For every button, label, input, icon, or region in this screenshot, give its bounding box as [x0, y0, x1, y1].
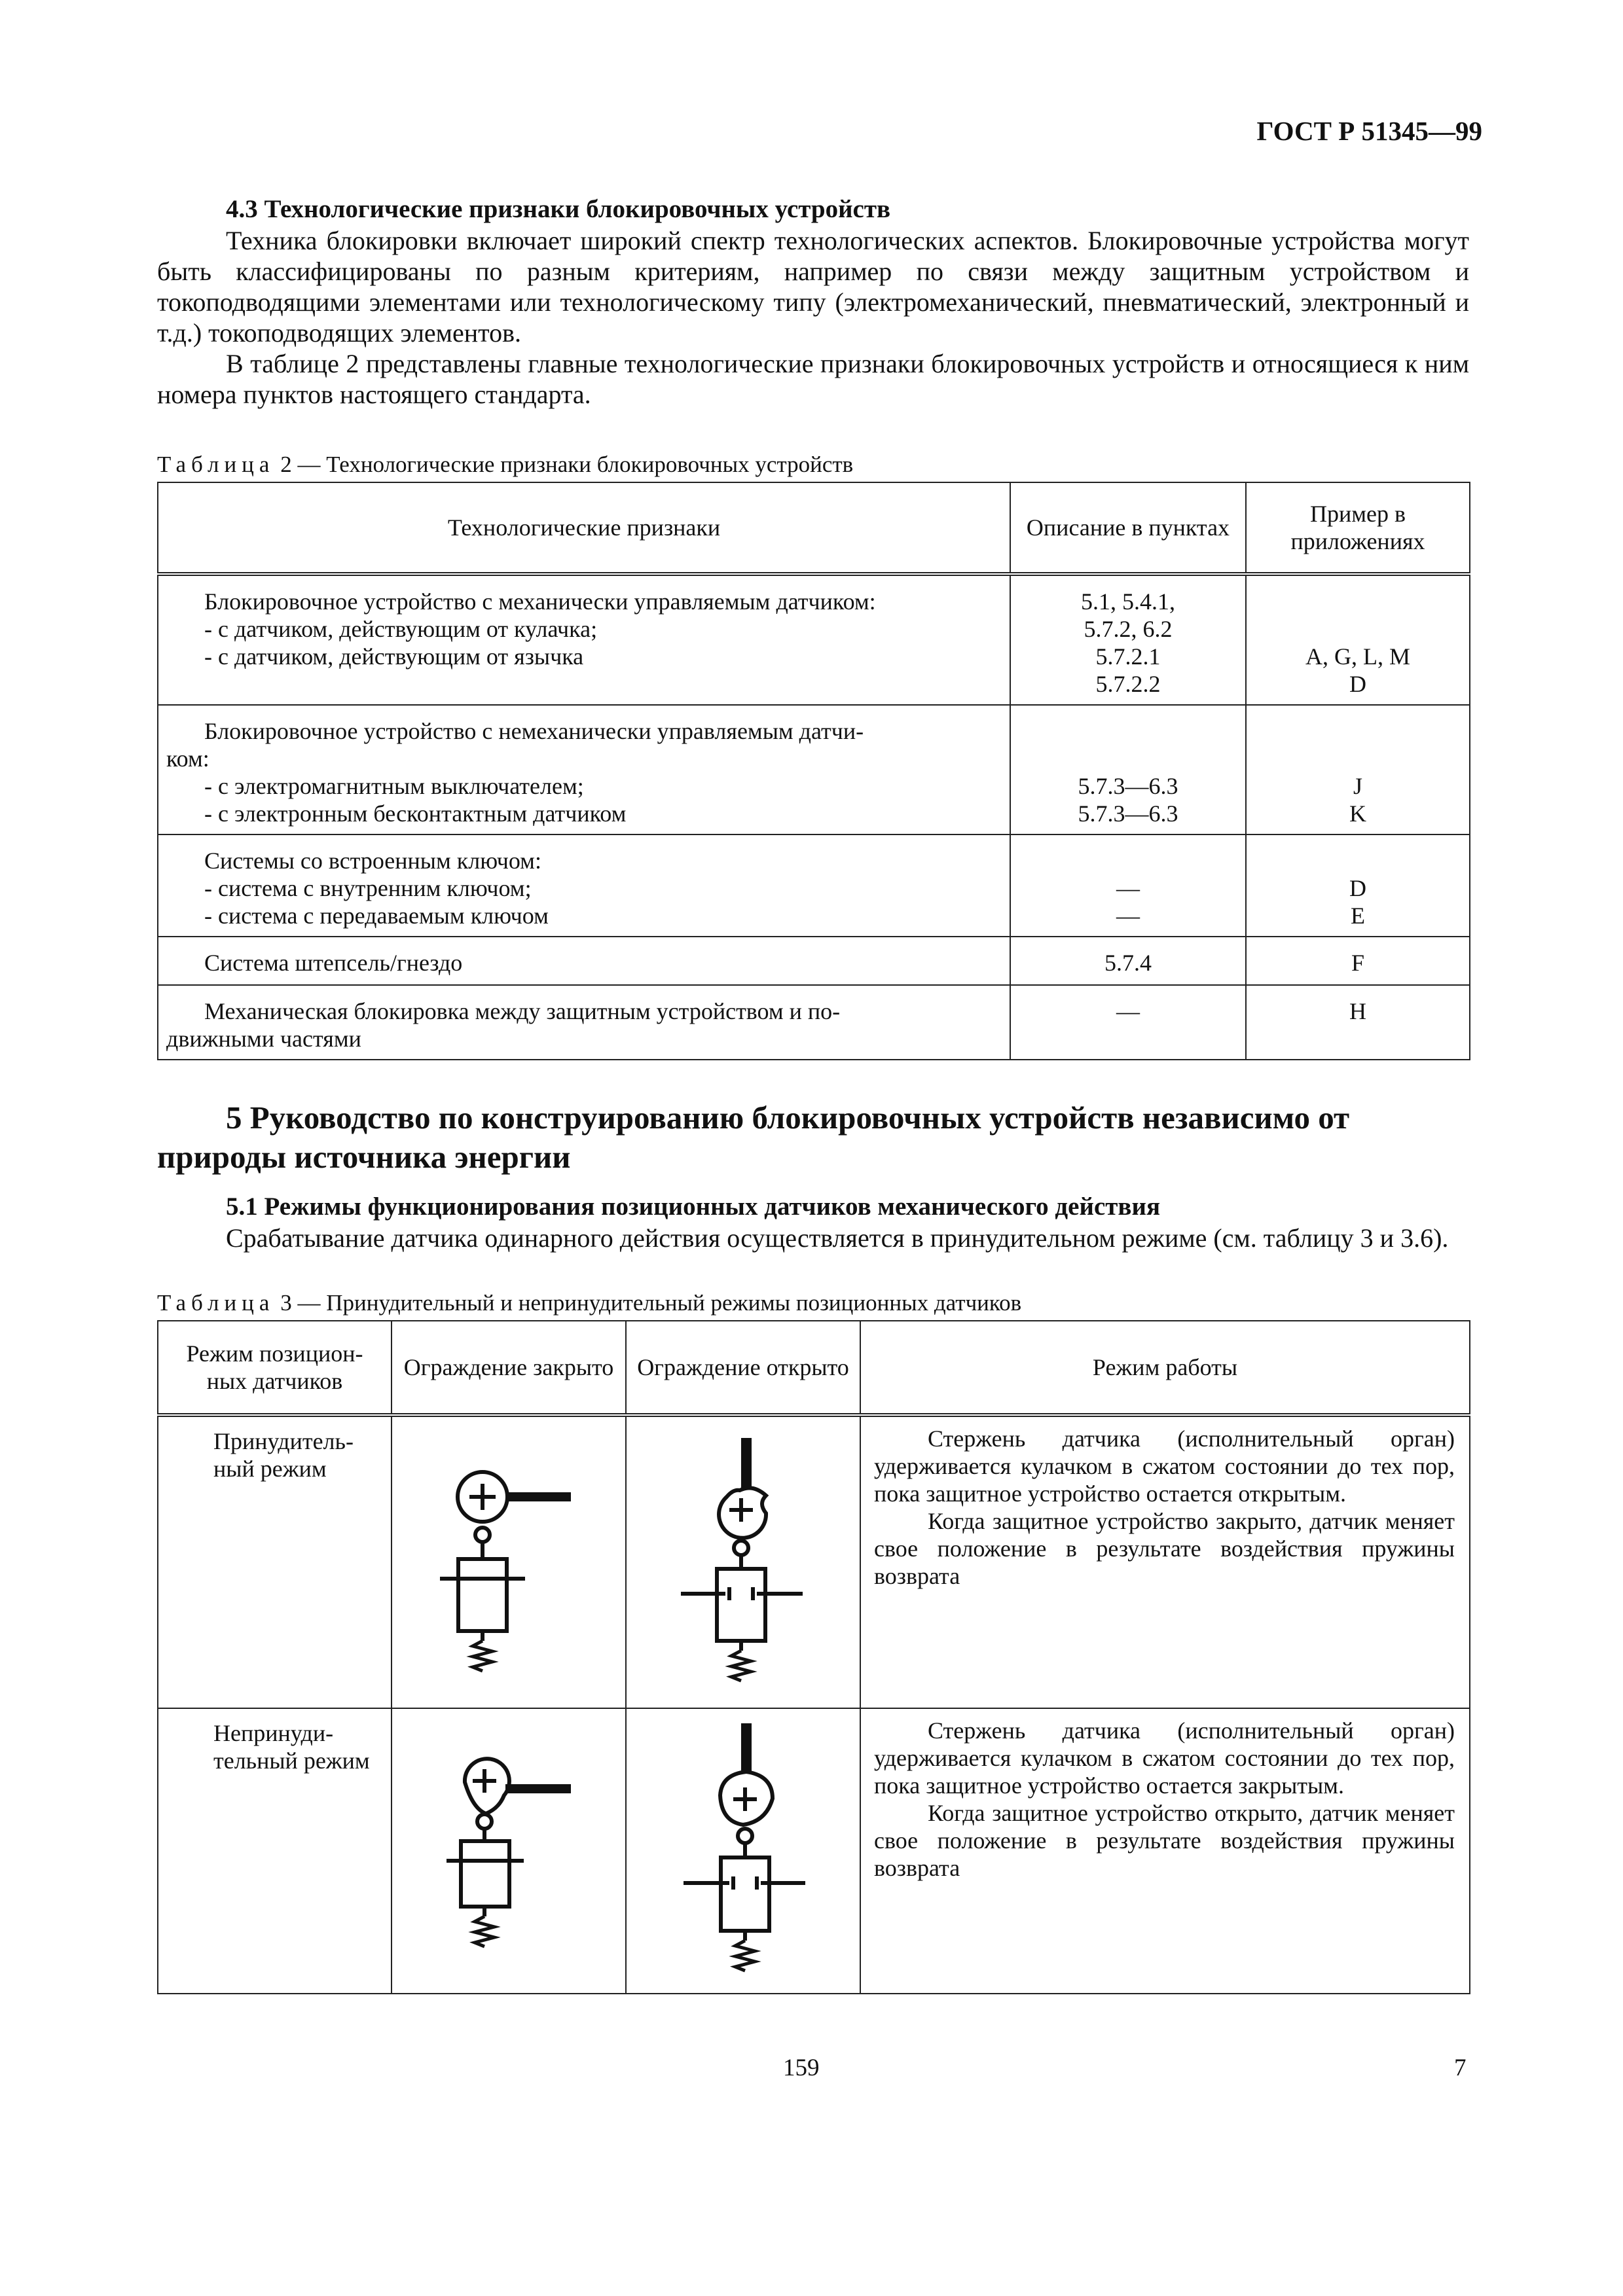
table-2-feature-line: Система штепсель/гнездо	[204, 950, 463, 976]
table-row	[158, 1415, 1470, 1708]
table-2-clause-line: 5.7.4	[1104, 950, 1152, 976]
table-3-header-row	[158, 1321, 1470, 1415]
table-row	[158, 937, 1470, 985]
table-2-feature-line: - с электронным бесконтактным датчиком	[204, 800, 627, 827]
table-2-annex-line	[1254, 745, 1461, 772]
table-2-clauses-cell	[1010, 574, 1246, 705]
positive-mode-guard-open-sensor-diagram	[674, 1438, 812, 1687]
table-row	[158, 705, 1470, 834]
table-2-feature-cell	[158, 574, 1010, 705]
table-2-feature-line: Механическая блокировка между защитным устройством и по-	[204, 998, 841, 1024]
table-2-feature-cell	[158, 705, 1010, 834]
table-2-clause-line: —	[1116, 903, 1140, 929]
negative-mode-guard-open-sensor-diagram	[674, 1723, 812, 1979]
table-3-guard-open-cell	[626, 1415, 860, 1708]
table-2-annex-cell	[1246, 705, 1470, 834]
table-2-clauses-cell	[1010, 705, 1246, 834]
table-2-feature-line: - с электромагнитным выключателем;	[204, 773, 584, 799]
table-2-annex-line	[1254, 717, 1461, 745]
table-2-feature-line: - система с внутренним ключом;	[204, 875, 532, 901]
section-5-1-paragraph: Срабатывание датчика одинарного действия осуществляется в принудительном режиме (см. таблицу 3 и 3.6).	[226, 1223, 1449, 1253]
section-4-3-paragraph-1: Техника блокировки включает широкий спектр технологических аспектов. Блокировочные устройства могут быть классифицированы по разным критериям, например по связи между защитным устройством и токоподводящими элементами или технологическому типу (электромеханический, пневматический, электронный и т.д.) токоподводящих элементов.	[157, 226, 1469, 348]
table-2-annex-line: H	[1349, 998, 1366, 1024]
table-2-feature-line: - с датчиком, действующим от кулачка;	[204, 616, 598, 642]
table-2-annex-line: A, G, L, M	[1305, 643, 1410, 670]
table-2-annex-cell	[1246, 834, 1470, 937]
table-2-clause-line: 5.7.2.2	[1095, 671, 1161, 697]
table-2-annex-line: D	[1349, 671, 1366, 697]
table-row	[158, 574, 1470, 705]
table-2-header-annex: Пример в приложениях	[1246, 482, 1470, 574]
table-3-caption-word: Таблица	[157, 1290, 275, 1316]
table-3-header-guard-closed: Ограждение закрыто	[392, 1321, 626, 1415]
table-3-mode-cell: Непринуди-тельный режим	[158, 1708, 392, 1994]
table-row	[158, 985, 1470, 1060]
table-2-feature-cell	[158, 985, 1010, 1060]
table-2-header-feature: Технологические признаки	[158, 482, 1010, 574]
table-2-caption-text: 2 — Технологические признаки блокировочных устройств	[280, 452, 854, 477]
table-2-annex-line: F	[1351, 950, 1365, 976]
table-2-annex-line: K	[1349, 800, 1366, 827]
table-2-clauses-cell	[1010, 937, 1246, 985]
table-row	[158, 834, 1470, 937]
table-2-feature-line: движными частями	[166, 1026, 361, 1052]
section-5-title: 5 Руководство по конструированию блокировочных устройств независимо от природы источника энергии	[157, 1100, 1350, 1175]
table-3-operation-text-2: Когда защитное устройство закрыто, датчик меняет свое положение в результате воздействия пружины возврата	[874, 1508, 1455, 1589]
table-3-caption	[157, 1289, 1469, 1318]
table-3-operation-text-2: Когда защитное устройство открыто, датчик меняет свое положение в результате воздействия пружины возврата	[874, 1800, 1455, 1881]
table-2-clause-line	[1019, 847, 1237, 874]
table-2-annex-cell	[1246, 574, 1470, 705]
table-2-clause-line: —	[1116, 875, 1140, 901]
table-2-feature-line: Блокировочное устройство с немеханически управляемым датчи-	[204, 718, 864, 744]
table-2-clause-line: 5.7.3—6.3	[1078, 773, 1178, 799]
page-number-center: 159	[783, 2054, 820, 2081]
table-2-annex-line	[1254, 847, 1461, 874]
table-2-clause-line	[1019, 717, 1237, 745]
table-2-clause-line: 5.7.2, 6.2	[1084, 616, 1173, 642]
table-2-annex-cell	[1246, 985, 1470, 1060]
table-2-caption-word: Таблица	[157, 452, 275, 477]
table-3-operation-text-1: Стержень датчика (исполнительный орган) удерживается кулачком в сжатом состоянии до тех пор, пока защитное устройство остается открытым.	[874, 1426, 1455, 1507]
page-number-right: 7	[1454, 2054, 1467, 2081]
cam-shape	[465, 1759, 509, 1814]
sensor-body	[717, 1569, 765, 1641]
table-2-header-row	[158, 482, 1470, 574]
table-2-clause-line: 5.7.2.1	[1095, 643, 1161, 670]
page-content	[157, 194, 1469, 1994]
table-2-annex-line	[1254, 588, 1461, 615]
table-2-feature-line: Системы со встроенным ключом:	[204, 848, 541, 874]
sensor-body	[461, 1841, 509, 1907]
table-3-header-guard-open: Ограждение открыто	[626, 1321, 860, 1415]
standard-code: ГОСТ Р 51345—99	[1256, 116, 1482, 146]
table-2-feature-cell	[158, 937, 1010, 985]
table-2-feature-cell	[158, 834, 1010, 937]
table-3-caption-text: 3 — Принудительный и непринудительный режимы позиционных датчиков	[280, 1290, 1022, 1316]
table-2-feature-line: - с датчиком, действующим от язычка	[204, 643, 584, 670]
table-2-clause-line: —	[1116, 998, 1140, 1024]
positive-mode-guard-closed-sensor-diagram	[440, 1444, 577, 1680]
table-2	[157, 482, 1470, 1060]
sensor-body	[721, 1857, 769, 1931]
table-2-annex-cell	[1246, 937, 1470, 985]
table-2-clause-line: 5.1, 5.4.1,	[1081, 588, 1175, 615]
table-3-header-mode: Режим позицион-ных датчиков	[158, 1321, 392, 1415]
table-2-annex-line: J	[1353, 773, 1362, 799]
table-2-feature-line: ком:	[166, 745, 210, 772]
table-2-annex-line	[1254, 615, 1461, 643]
table-3-header-operation: Режим работы	[860, 1321, 1470, 1415]
section-4-3-paragraph-2: В таблице 2 представлены главные технологические признаки блокировочных устройств и относящиеся к ним номера пунктов настоящего стандарта.	[157, 349, 1469, 409]
table-row	[158, 1708, 1470, 1994]
sensor-body	[458, 1559, 507, 1631]
table-3-operation-cell	[860, 1708, 1470, 1994]
negative-mode-guard-closed-sensor-diagram	[440, 1743, 577, 1959]
table-2-feature-line: Блокировочное устройство с механически управляемым датчиком:	[204, 588, 876, 615]
table-3-guard-open-cell	[626, 1708, 860, 1994]
table-2-header-clauses: Описание в пунктах	[1010, 482, 1246, 574]
table-2-caption	[157, 450, 1469, 479]
table-3-operation-text-1: Стержень датчика (исполнительный орган) удерживается кулачком в сжатом состоянии до тех пор, пока защитное устройство остается закрытым.	[874, 1717, 1455, 1799]
table-2-annex-line: D	[1349, 875, 1366, 901]
table-2-clauses-cell	[1010, 985, 1246, 1060]
table-3-operation-cell	[860, 1415, 1470, 1708]
table-3-guard-closed-cell	[392, 1415, 626, 1708]
section-5-1-title: 5.1 Режимы функционирования позиционных датчиков механического действия	[226, 1193, 1161, 1221]
table-2-clauses-cell	[1010, 834, 1246, 937]
table-3-guard-closed-cell	[392, 1708, 626, 1994]
table-2-annex-line: E	[1351, 903, 1365, 929]
table-3-mode-cell: Принудитель-ный режим	[158, 1415, 392, 1708]
table-3	[157, 1320, 1470, 1994]
table-2-clause-line	[1019, 745, 1237, 772]
table-2-clause-line: 5.7.3—6.3	[1078, 800, 1178, 827]
section-4-3-title: 4.3 Технологические признаки блокировочных устройств	[226, 195, 891, 223]
table-2-feature-line: - система с передаваемым ключом	[204, 903, 549, 929]
